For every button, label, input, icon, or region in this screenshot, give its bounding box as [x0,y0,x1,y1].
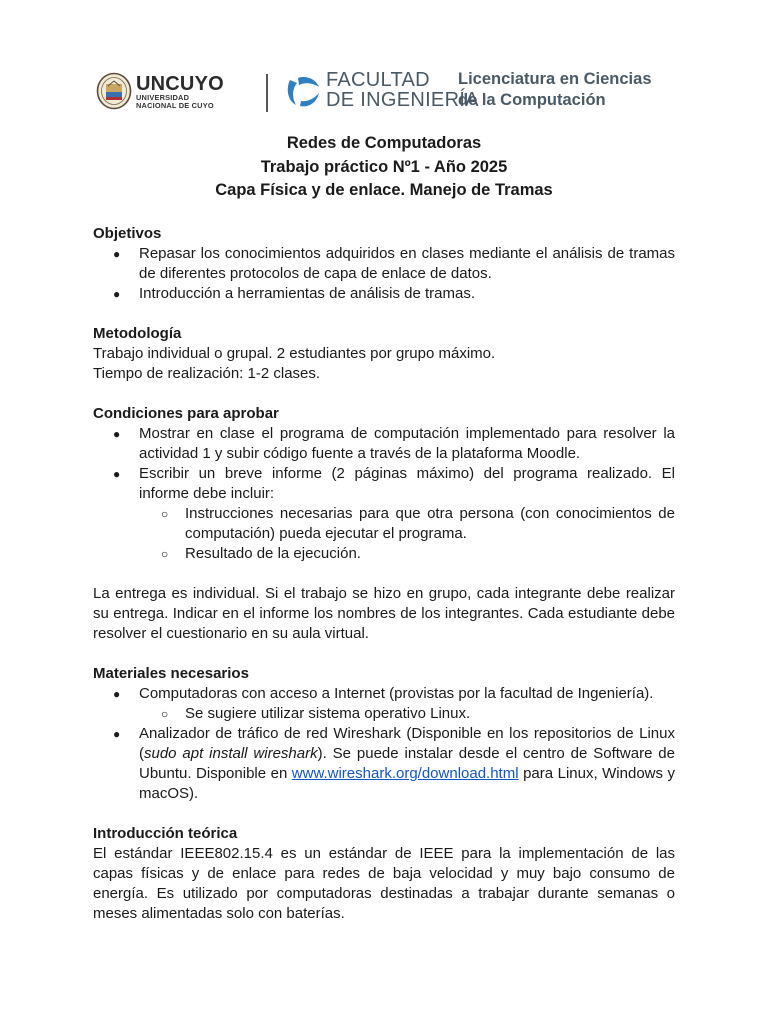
condicion-1: Mostrar en clase el programa de computación implementado para resolver la actividad 1 y subir código fuente a través de la plataforma Moodle. [139,425,675,462]
uncuyo-sub2: NACIONAL DE CUYO [136,101,214,110]
list-item [139,504,675,544]
material-2-part-c: para Linux, Windows y macOS). [139,765,675,802]
assignment-title: Trabajo práctico Nº1 - Año 2025 [260,157,508,176]
objetivo-1: Repasar los conocimientos adquiridos en clases mediante el análisis de tramas de diferentes protocolos de capa de enlace de datos. [139,245,675,282]
bullet-icon: ● [113,727,121,741]
uncuyo-wordmark [136,74,224,110]
hollow-bullet-icon: ○ [161,507,169,521]
condiciones-heading: Condiciones para aprobar [93,405,279,422]
introduccion-paragraph: El estándar IEEE802.15.4 es un estándar de IEEE para la implementación de las capas físicas y de enlace para redes de baja velocidad y muy bajo consumo de energía. Es utilizado por computadoras destinadas a trabajar durante semanas o meses alimentadas solo con baterías. [93,845,675,922]
objetivos-list [93,244,675,304]
materiales-heading: Materiales necesarios [93,665,249,682]
course-title: Redes de Computadoras [286,134,482,152]
uncuyo-seal-icon [96,72,132,110]
informe-item-2: Resultado de la ejecución. [185,545,361,562]
list-item [93,724,675,804]
entrega-paragraph: La entrega es individual. Si el trabajo se hizo en grupo, cada integrante debe realizar su entrega. Indicar en el informe los nombres de los integrantes. Cada estudiante debe resolver el cuestionario en su aula virtual. [93,585,675,642]
faculty-line2: DE INGENIERÍA [326,89,479,111]
bullet-icon: ● [113,247,121,261]
list-item [93,424,675,464]
list-item [139,544,675,564]
metodologia-heading: Metodología [93,325,182,342]
objetivo-2: Introducción a herramientas de análisis de tramas. [139,285,476,302]
bullet-icon: ● [113,427,121,441]
install-command: sudo apt install wireshark [144,745,318,762]
header-divider [266,74,268,112]
metodologia-line2: Tiempo de realización: 1-2 clases. [93,365,321,382]
degree-name [458,69,652,111]
faculty-logo-icon [284,72,322,110]
topic-title: Capa Física y de enlace. Manejo de Tramas [215,181,553,199]
list-item [139,704,675,724]
list-item [93,684,675,724]
bullet-icon: ● [113,287,121,301]
material-2-part-a: Analizador de tráfico de red Wireshark (Disponible en los repositorios de Linux ( [139,725,675,762]
faculty-wordmark [326,70,479,110]
condicion-2: Escribir un breve informe (2 páginas máximo) del programa realizado. El informe debe incluir: [139,465,675,502]
material-1: Computadoras con acceso a Internet (provistas por la facultad de Ingeniería). [139,685,654,702]
material-sublist [139,704,675,724]
faculty-line1: FACULTAD [326,69,430,91]
uncuyo-sub1: UNIVERSIDAD [136,93,190,102]
degree-line1: Licenciatura en Ciencias [458,70,652,88]
list-item [93,244,675,284]
document-body [93,224,675,924]
uncuyo-name: UNCUYO [136,73,224,95]
informe-item-1: Instrucciones necesarias para que otra persona (con conocimientos de computación) pueda ejecutar el programa. [185,505,675,542]
metodologia-line1: Trabajo individual o grupal. 2 estudiantes por grupo máximo. [93,345,496,362]
document-header [96,68,676,116]
materiales-list [93,684,675,804]
degree-line2: de la Computación [458,91,606,109]
list-item [93,284,675,304]
hollow-bullet-icon: ○ [161,547,169,561]
material-1-sub: Se sugiere utilizar sistema operativo Linux. [185,705,471,722]
introduccion-heading: Introducción teórica [93,825,238,842]
condiciones-list [93,424,675,564]
list-item [93,464,675,564]
hollow-bullet-icon: ○ [161,707,169,721]
bullet-icon: ● [113,467,121,481]
material-2-part-b: ). Se puede instalar desde el centro de Software de Ubuntu. Disponible en [139,745,675,782]
informe-sublist [139,504,675,564]
bullet-icon: ● [113,687,121,701]
document-titles [0,132,768,203]
wireshark-download-link[interactable]: www.wireshark.org/download.html [291,765,519,782]
objetivos-heading: Objetivos [93,225,162,242]
